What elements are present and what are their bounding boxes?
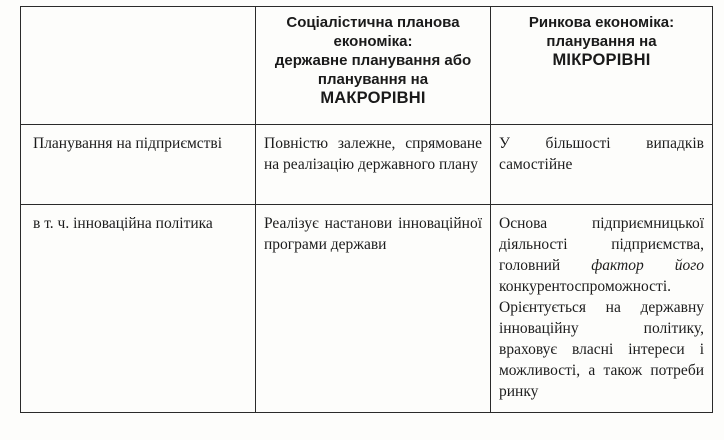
comparison-table: [20, 6, 713, 413]
header-socialist-line-3: державне планування або: [274, 52, 472, 69]
market-cell: [491, 125, 713, 205]
header-socialist-line-2: економіка:: [333, 33, 413, 50]
header-empty-cell: [21, 7, 256, 125]
socialist-innovation-text: Реалізує настанови інноваційної програми держави: [264, 215, 482, 253]
table-header-row: [21, 7, 713, 125]
socialist-cell: [256, 205, 491, 413]
market-planning-text: У більшості випадків самостійне: [499, 135, 704, 173]
market-innovation-italic: фактор його: [591, 257, 704, 274]
row-label-planning: Планування на підприємстві: [33, 135, 223, 152]
socialist-cell: [256, 125, 491, 205]
header-market-line-2: планування на: [546, 33, 657, 50]
header-socialist-line-1: Соціалістична планова: [286, 14, 460, 31]
header-socialist-line-4: планування на: [317, 71, 429, 88]
header-socialist-level: МАКРОРІВНІ: [320, 89, 426, 107]
row-label-cell: [21, 205, 256, 413]
market-cell: [491, 205, 713, 413]
socialist-planning-text: Повністю залежне, спрямоване на реалізацію державного плану: [264, 135, 482, 173]
table-row: [21, 125, 713, 205]
header-market-line-1: Ринкова економіка:: [528, 14, 675, 31]
row-label-innovation: в т. ч. інноваційна політика: [33, 215, 213, 232]
table-row: [21, 205, 713, 413]
header-socialist-cell: [256, 7, 491, 125]
market-innovation-part-2: конкурентоспроможності. Орієнтується на державну інноваційну політику, враховує власні інтереси і можливості, а також потреби ринку: [499, 278, 704, 400]
header-market-level: МІКРОРІВНІ: [552, 51, 651, 69]
row-label-cell: [21, 125, 256, 205]
header-market-cell: [491, 7, 713, 125]
market-innovation-part-1: Основа підприємницької діяльності підприємства, головний: [499, 215, 704, 274]
market-innovation-text: [491, 205, 712, 402]
